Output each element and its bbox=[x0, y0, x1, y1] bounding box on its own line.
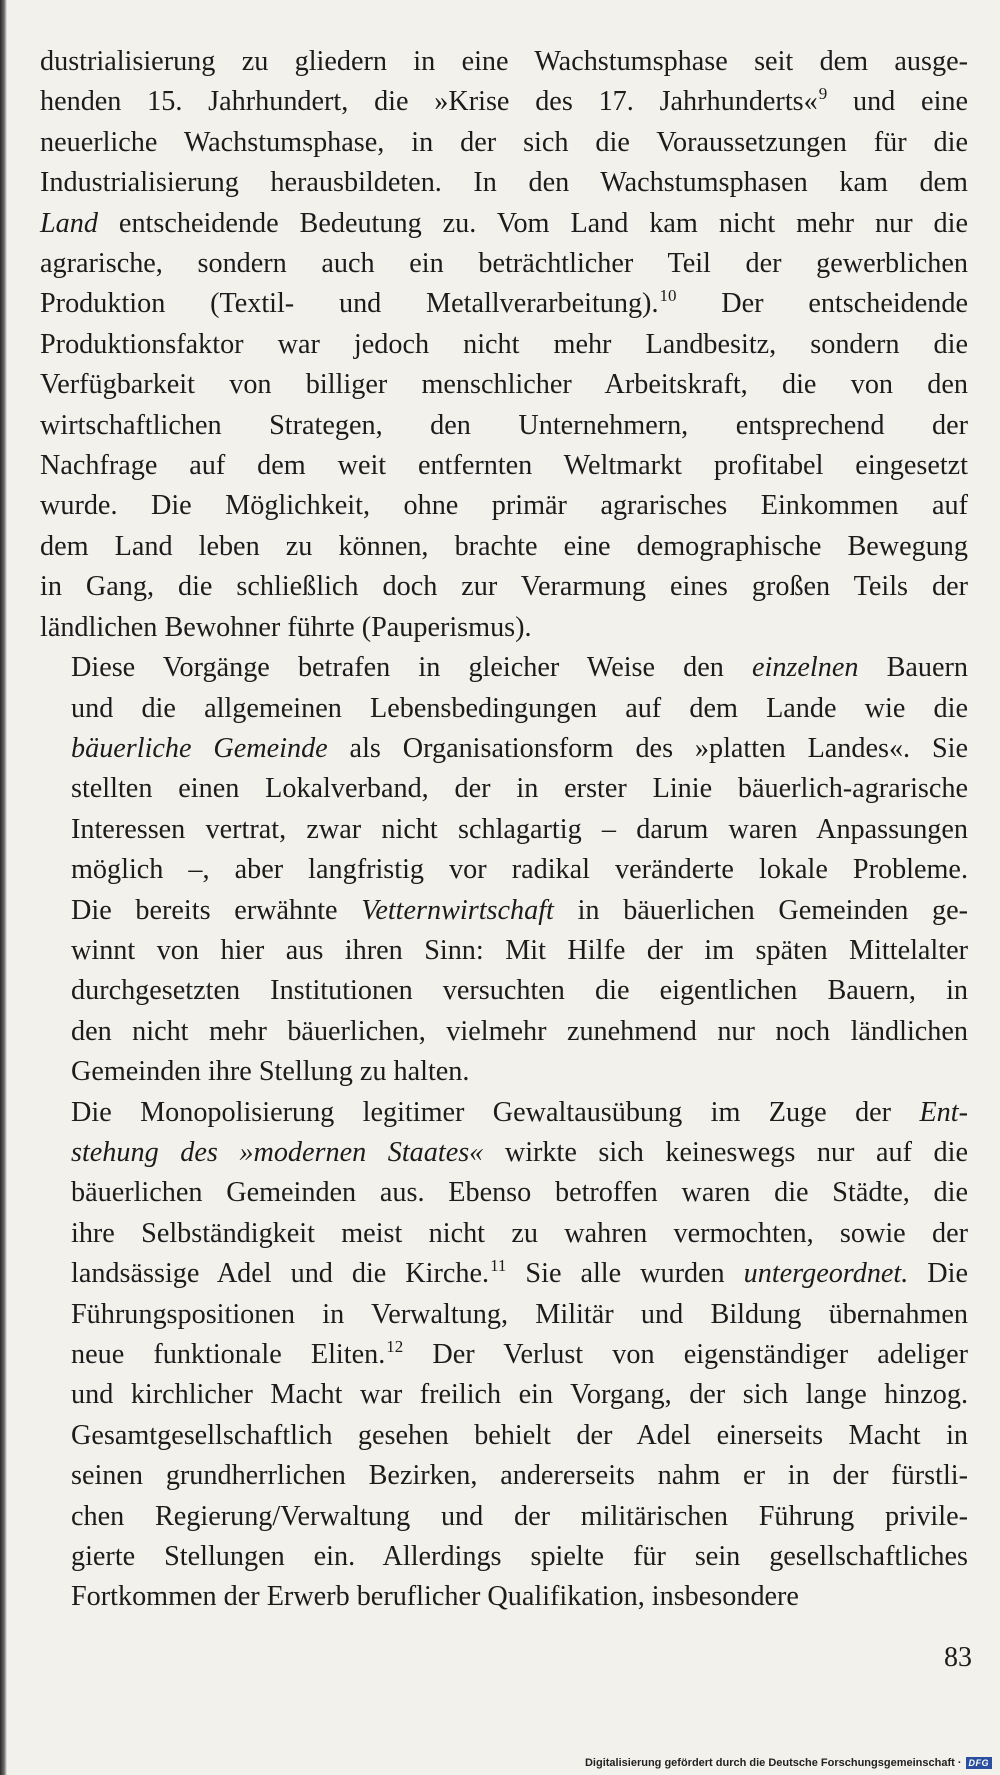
text-line bbox=[40, 1254, 968, 1294]
text-line bbox=[40, 891, 968, 931]
text-run: Gesamtgesellschaftlich gesehen behielt der Adel einerseits Macht in bbox=[71, 1419, 968, 1451]
text-line bbox=[40, 1093, 968, 1133]
text-run: Produktion (Textil- und Metallverarbeitung). bbox=[40, 288, 659, 320]
text-run: Produktionsfaktor war jedoch nicht mehr Landbesitz, sondern die bbox=[40, 328, 968, 360]
text-line bbox=[40, 486, 968, 526]
italic-emphasis: einzelnen bbox=[752, 652, 859, 684]
text-line bbox=[40, 810, 968, 850]
text-line bbox=[40, 1335, 968, 1375]
text-run: möglich –, aber langfristig vor radikal veränderte lokale Probleme. bbox=[71, 854, 968, 886]
text-line bbox=[40, 1295, 968, 1335]
text-line bbox=[40, 163, 968, 203]
text-line bbox=[40, 406, 968, 446]
text-run: Gemeinden ihre Stellung zu halten. bbox=[71, 1056, 470, 1088]
text-run: Die Monopolisierung legitimer Gewaltausübung im Zuge der bbox=[71, 1096, 920, 1128]
text-run: agrarische, sondern auch ein beträchtlicher Teil der gewerblichen bbox=[40, 248, 968, 280]
text-line bbox=[40, 648, 968, 688]
text-line bbox=[40, 1537, 968, 1577]
italic-emphasis: untergeordnet. bbox=[743, 1258, 909, 1290]
footnote-marker: 10 bbox=[659, 286, 677, 306]
paragraph bbox=[40, 1093, 968, 1618]
digitization-credit-text: Digitalisierung gefördert durch die Deutsche Forschungsgemeinschaft · bbox=[584, 1757, 962, 1769]
text-run: chen Regierung/Verwaltung und der militärischen Führung privile- bbox=[71, 1500, 968, 1532]
text-run: und eine bbox=[827, 86, 969, 118]
text-run: wurde. Die Möglichkeit, ohne primär agrarisches Einkommen auf bbox=[40, 490, 968, 522]
text-run: Diese Vorgänge betrafen in gleicher Weise den bbox=[71, 652, 752, 684]
text-run: als Organisationsform des »platten Landes«. Sie bbox=[327, 732, 968, 764]
text-line bbox=[40, 567, 968, 607]
footnote-marker: 9 bbox=[818, 84, 828, 104]
text-line bbox=[40, 1052, 968, 1092]
italic-emphasis: bäuerliche Gemeinde bbox=[71, 732, 328, 764]
text-line bbox=[40, 244, 968, 284]
text-run: wirtschaftlichen Strategen, den Unternehmern, entsprechend der bbox=[40, 409, 968, 441]
text-run: Die bbox=[908, 1258, 969, 1290]
text-line bbox=[40, 931, 968, 971]
text-run: Verfügbarkeit von billiger menschlicher Arbeitskraft, die von den bbox=[40, 369, 968, 401]
text-line bbox=[40, 971, 968, 1011]
text-run: Nachfrage auf dem weit entfernten Weltmarkt profitabel eingesetzt bbox=[40, 450, 968, 482]
italic-emphasis: Land bbox=[40, 207, 98, 239]
text-line bbox=[40, 204, 968, 244]
text-run: landsässige Adel und die Kirche. bbox=[71, 1258, 490, 1290]
text-line bbox=[40, 729, 968, 769]
text-run: Fortkommen der Erwerb beruflicher Qualifikation, insbesondere bbox=[71, 1581, 799, 1613]
text-line bbox=[40, 1577, 968, 1617]
paragraph bbox=[40, 42, 968, 648]
text-line bbox=[40, 850, 968, 890]
text-line bbox=[40, 1173, 968, 1213]
text-run: den nicht mehr bäuerlichen, vielmehr zunehmend nur noch ländlichen bbox=[71, 1015, 968, 1047]
text-run: henden 15. Jahrhundert, die »Krise des 17. Jahrhunderts« bbox=[40, 86, 818, 118]
text-run: neuerliche Wachstumsphase, in der sich die Voraussetzungen für die bbox=[40, 126, 968, 158]
text-run: dem Land leben zu können, brachte eine demographische Bewegung bbox=[40, 530, 968, 562]
text-line bbox=[40, 365, 968, 405]
text-run: gierte Stellungen ein. Allerdings spielte für sein gesellschaftliches bbox=[71, 1541, 968, 1573]
text-line bbox=[40, 527, 968, 567]
text-line bbox=[40, 1214, 968, 1254]
text-run: ländlichen Bewohner führte (Pauperismus). bbox=[40, 611, 532, 643]
text-run: Industrialisierung herausbildeten. In den Wachstumsphasen kam dem bbox=[40, 167, 968, 199]
text-line bbox=[40, 325, 968, 365]
text-run: Sie alle wurden bbox=[506, 1258, 744, 1290]
text-line bbox=[40, 123, 968, 163]
text-run: Führungspositionen in Verwaltung, Militär und Bildung übernahmen bbox=[71, 1298, 968, 1330]
paragraph bbox=[40, 648, 968, 1092]
text-run: ihre Selbständigkeit meist nicht zu wahren vermochten, sowie der bbox=[71, 1217, 968, 1249]
italic-emphasis: Vetternwirtschaft bbox=[361, 894, 554, 926]
text-run: dustrialisierung zu gliedern in eine Wachstumsphase seit dem ausge- bbox=[40, 46, 968, 77]
text-run: in Gang, die schließlich doch zur Verarmung eines großen Teils der bbox=[40, 571, 968, 603]
text-line bbox=[40, 42, 968, 82]
text-line bbox=[40, 1456, 968, 1496]
digitization-credit bbox=[585, 1757, 992, 1769]
text-run: Die bereits erwähnte bbox=[71, 894, 362, 926]
italic-emphasis: stehung des »modernen Staates« bbox=[71, 1136, 484, 1168]
text-line bbox=[40, 82, 968, 122]
text-run: in bäuerlichen Gemeinden ge- bbox=[553, 894, 968, 926]
text-line bbox=[40, 1012, 968, 1052]
text-run: entscheidende Bedeutung zu. Vom Land kam nicht mehr nur die bbox=[97, 207, 968, 239]
text-run: Bauern bbox=[858, 652, 968, 684]
text-run: und die allgemeinen Lebensbedingungen auf dem Lande wie die bbox=[71, 692, 968, 724]
dfg-logo: DFG bbox=[966, 1757, 993, 1769]
text-line bbox=[40, 1375, 968, 1415]
scan-edge bbox=[0, 0, 7, 1775]
text-line bbox=[40, 284, 968, 324]
text-line bbox=[40, 769, 968, 809]
text-run: wirkte sich keineswegs nur auf die bbox=[483, 1136, 968, 1168]
page-body-text bbox=[40, 42, 968, 1618]
text-run: bäuerlichen Gemeinden aus. Ebenso betroffen waren die Städte, die bbox=[71, 1177, 968, 1209]
text-line bbox=[40, 1133, 968, 1173]
text-run: durchgesetzten Institutionen versuchten die eigentlichen Bauern, in bbox=[71, 975, 968, 1007]
text-run: Interessen vertrat, zwar nicht schlagartig – darum waren Anpassungen bbox=[71, 813, 968, 845]
text-run: winnt von hier aus ihren Sinn: Mit Hilfe der im späten Mittelalter bbox=[71, 934, 968, 966]
text-line bbox=[40, 689, 968, 729]
footnote-marker: 12 bbox=[386, 1337, 404, 1356]
page-number: 83 bbox=[944, 1642, 972, 1673]
text-run: seinen grundherrlichen Bezirken, andererseits nahm er in der fürstli- bbox=[71, 1460, 968, 1492]
text-run: und kirchlicher Macht war freilich ein Vorgang, der sich lange hinzog. bbox=[71, 1379, 968, 1411]
text-run: Der entscheidende bbox=[676, 288, 968, 320]
text-line bbox=[40, 1497, 968, 1537]
text-run: Der Verlust von eigenständiger adeliger bbox=[403, 1339, 968, 1370]
footnote-marker: 11 bbox=[490, 1256, 507, 1276]
text-line bbox=[40, 446, 968, 486]
text-line bbox=[40, 1416, 968, 1456]
italic-emphasis: Ent- bbox=[919, 1096, 968, 1128]
text-run: stellten einen Lokalverband, der in erster Linie bäuerlich-agrarische bbox=[71, 773, 968, 805]
text-run: neue funktionale Eliten. bbox=[71, 1339, 386, 1370]
text-line bbox=[40, 608, 968, 648]
